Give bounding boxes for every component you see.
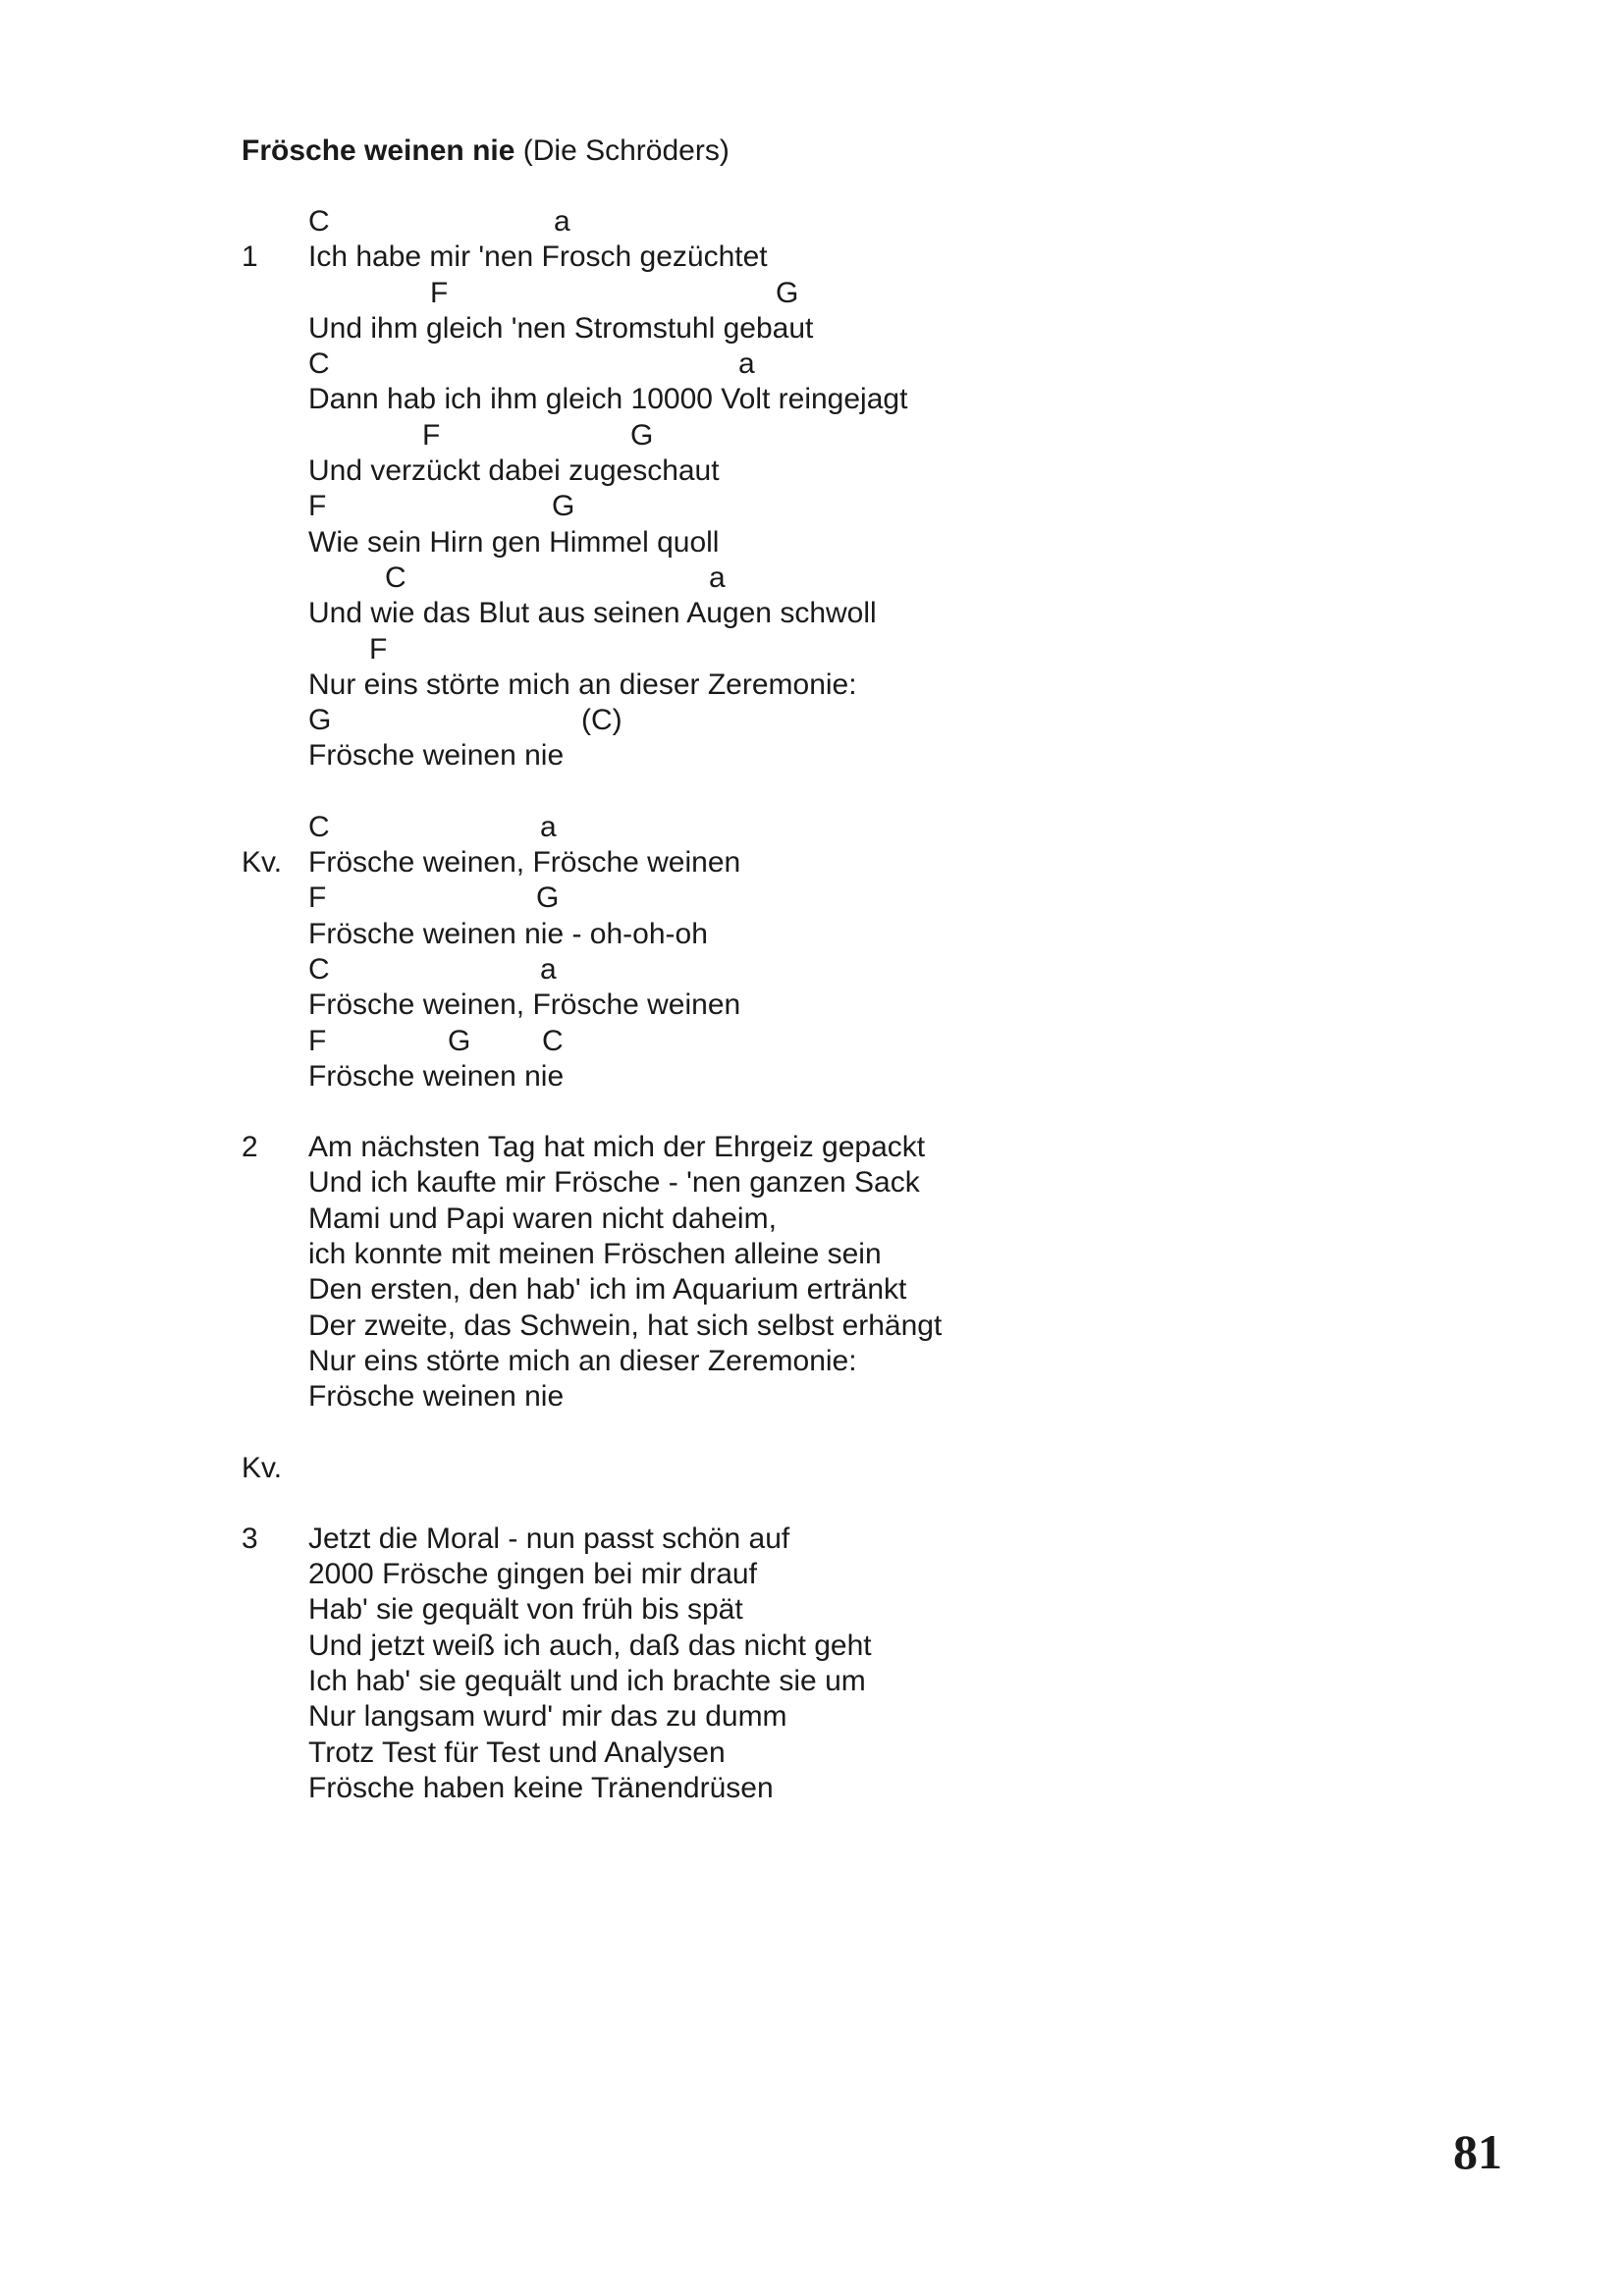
lyric-row (242, 988, 1420, 1023)
lyric-row (242, 382, 1420, 417)
lyric-line: Ich habe mir 'nen Frosch gezüchtet (308, 240, 768, 274)
lyric-line: Frösche weinen nie (308, 1380, 565, 1414)
lyric-row (242, 1735, 1420, 1771)
lyric-line: Wie sein Hirn gen Himmel quoll (308, 525, 720, 559)
lyric-row (242, 1664, 1420, 1699)
chorus-reference (242, 1451, 1420, 1486)
lyric-row (242, 1308, 1420, 1344)
chord: a (540, 952, 557, 986)
verse-1 (242, 204, 1420, 774)
chord: a (554, 205, 570, 238)
chord: F (422, 418, 441, 452)
verse-3 (242, 1522, 1420, 1806)
lyric-line: Ich hab' sie gequält und ich brachte sie um (308, 1664, 866, 1697)
lyric-row (242, 1130, 1420, 1165)
chorus-marker: Kv. (242, 1451, 283, 1484)
chord: C (542, 1024, 564, 1057)
lyric-row (242, 454, 1420, 489)
chord-row (242, 1024, 1420, 1059)
chord: F (369, 632, 388, 666)
lyric-row (242, 1522, 1420, 1557)
chord: C (385, 561, 406, 594)
lyric-line: Mami und Papi waren nicht daheim, (308, 1201, 777, 1235)
chord: a (738, 347, 755, 381)
song-heading (242, 133, 1420, 169)
verse-number: 2 (242, 1131, 258, 1164)
lyric-row (242, 1272, 1420, 1308)
chord: F (308, 490, 327, 523)
lyric-row (242, 667, 1420, 703)
song-artist: (Die Schröders) (522, 134, 730, 167)
chord-row (242, 489, 1420, 524)
chord: G (630, 418, 654, 452)
chord: F (308, 1024, 327, 1057)
lyric-line: Hab' sie gequält von früh bis spät (308, 1593, 743, 1627)
chord-row (242, 276, 1420, 311)
lyric-line: Und jetzt weiß ich auch, daß das nicht geht (308, 1629, 872, 1662)
chord: C (308, 952, 330, 986)
lyric-row (242, 240, 1420, 275)
chord: G (776, 276, 799, 309)
lyric-line: Jetzt die Moral - nun passt schön auf (308, 1522, 790, 1555)
lyric-row (242, 1201, 1420, 1237)
chord: G (536, 881, 560, 915)
lyric-row (242, 1629, 1420, 1664)
lyric-line: Frösche weinen nie - oh-oh-oh (308, 917, 708, 950)
lyric-line: Nur eins störte mich an dieser Zeremonie: (308, 1344, 857, 1377)
lyric-row (242, 1699, 1420, 1735)
lyric-line: Nur eins störte mich an dieser Zeremonie: (308, 667, 857, 701)
chord-row (242, 204, 1420, 240)
chord: G (448, 1024, 471, 1057)
lyric-line: Am nächsten Tag hat mich der Ehrgeiz gepackt (308, 1131, 926, 1164)
page-number: 81 (1453, 2124, 1502, 2179)
verse-2 (242, 1130, 1420, 1415)
lyric-row (242, 311, 1420, 347)
lyric-row (242, 1344, 1420, 1379)
chord: F (430, 276, 449, 309)
lyric-row (242, 738, 1420, 774)
verse-number: 3 (242, 1522, 258, 1555)
lyric-line: Trotz Test für Test und Analysen (308, 1735, 726, 1769)
lyric-line: Frösche weinen, Frösche weinen (308, 988, 741, 1022)
lyric-line: Den ersten, den hab' ich im Aquarium ertränkt (308, 1273, 907, 1307)
lyric-line: 2000 Frösche gingen bei mir drauf (308, 1558, 757, 1591)
lyric-row (242, 596, 1420, 631)
chord-row (242, 418, 1420, 454)
lyric-line: Dann hab ich ihm gleich 10000 Volt reingejagt (308, 383, 908, 416)
lyric-line: Und verzückt dabei zugeschaut (308, 454, 720, 488)
chord-row (242, 703, 1420, 738)
chord: a (540, 810, 557, 843)
lyric-line: Nur langsam wurd' mir das zu dumm (308, 1700, 787, 1734)
chord-row (242, 810, 1420, 845)
lyric-line: Und wie das Blut aus seinen Augen schwoll (308, 597, 877, 630)
lyric-line: ich konnte mit meinen Fröschen alleine sein (308, 1238, 882, 1271)
lyric-line: Der zweite, das Schwein, hat sich selbst erhängt (308, 1308, 943, 1342)
lyric-line: Frösche weinen, Frösche weinen (308, 846, 741, 880)
chord-row (242, 632, 1420, 667)
chord: C (308, 810, 330, 843)
lyric-row (242, 1237, 1420, 1272)
lyric-row (242, 917, 1420, 952)
lyric-row (242, 1165, 1420, 1201)
lyric-row (242, 845, 1420, 881)
chord: F (308, 881, 327, 915)
lyric-row (242, 1451, 1420, 1486)
chord: G (552, 490, 575, 523)
chord-row (242, 952, 1420, 988)
chord: G (308, 704, 332, 737)
lyric-row (242, 1379, 1420, 1415)
chorus-marker: Kv. (242, 846, 283, 880)
chord: a (709, 561, 726, 594)
song-title: Frösche weinen nie (242, 134, 515, 167)
lyric-line: Frösche weinen nie (308, 1059, 565, 1093)
chord: C (308, 347, 330, 381)
chorus (242, 810, 1420, 1095)
chord: (C) (581, 704, 622, 737)
song (242, 133, 1420, 1806)
lyric-row (242, 525, 1420, 561)
lyric-row (242, 1771, 1420, 1806)
lyric-line: Und ich kaufte mir Frösche - 'nen ganzen Sack (308, 1166, 920, 1200)
lyric-line: Frösche haben keine Tränendrüsen (308, 1771, 774, 1804)
lyric-row (242, 1059, 1420, 1095)
chord-row (242, 347, 1420, 382)
lyric-row (242, 1557, 1420, 1592)
chord-row (242, 881, 1420, 916)
lyric-line: Und ihm gleich 'nen Stromstuhl gebaut (308, 311, 814, 345)
lyric-row (242, 1592, 1420, 1628)
chord: C (308, 205, 330, 238)
chord-row (242, 561, 1420, 596)
lyric-line: Frösche weinen nie (308, 739, 565, 773)
verse-number: 1 (242, 240, 258, 274)
